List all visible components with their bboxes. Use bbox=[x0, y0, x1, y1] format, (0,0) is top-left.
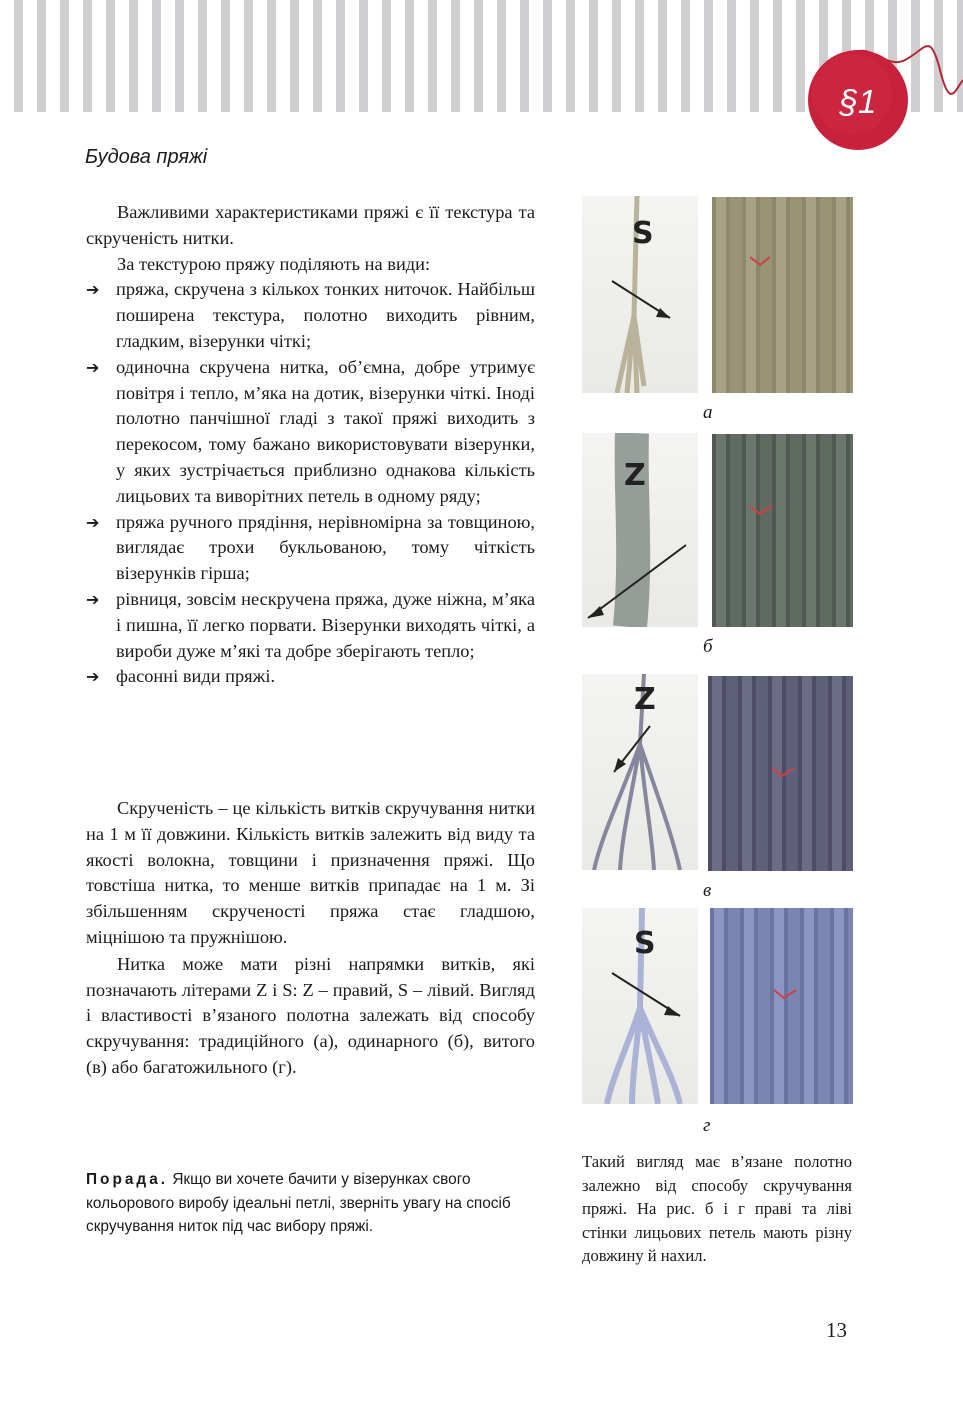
list-item bbox=[86, 587, 535, 664]
intro-paragraph: Важливими характеристиками пряжі є її текстура та скрученість нитки. bbox=[86, 202, 535, 248]
page-number: 13 bbox=[826, 1318, 847, 1342]
arrow-right-icon: ➔ bbox=[86, 589, 100, 609]
tip-label: Порада. bbox=[86, 1171, 169, 1188]
yarn-photo bbox=[582, 674, 698, 870]
arrow-right-icon: ➔ bbox=[86, 667, 100, 687]
main-text-block bbox=[86, 200, 535, 690]
figure-label: б bbox=[703, 636, 713, 657]
twist-paragraph: Нитка може мати різні напрямки витків, які позначають літерами Z і S: Z – правий, S – лівий. Вигляд і властивості в’язаного полотна залежать від способу скручування: традиційного (а), одинарного (б), витого (в) або багатожильного (г). bbox=[86, 953, 535, 1077]
arrow-right-icon: ➔ bbox=[86, 280, 100, 300]
list-item-text: одиночна скручена нитка, об’ємна, добре утримує повітря і тепло, м’яка на дотик, візерунки чіткі. Іноді полотно панчішної гладі з такої пряжі виходить з перекосом, тому бажано використовувати візерунки, у яких зустрічається приблизно однакова кількість лицьових та виворітних петель в одному ряду; bbox=[116, 356, 535, 506]
list-item bbox=[86, 664, 535, 690]
intro-paragraph: За текстурою пряжу поділяють на види: bbox=[117, 253, 431, 274]
figure-label: г bbox=[703, 1115, 711, 1136]
twist-letter: Z bbox=[634, 682, 656, 717]
yarn-photo bbox=[582, 908, 698, 1104]
list-item bbox=[86, 510, 535, 587]
tip-box bbox=[86, 1168, 538, 1239]
figure-label: а bbox=[703, 402, 713, 423]
arrow-right-icon: ➔ bbox=[86, 512, 100, 532]
knit-sample-photo bbox=[708, 676, 853, 871]
twist-letter: S bbox=[632, 216, 654, 251]
list-item-text: пряжа, скручена з кількох тонких ниточок. Найбільш поширена текстура, полотно виходить рівним, гладким, візерунки чіткі; bbox=[116, 279, 535, 351]
list-item-text: фасонні види пряжі. bbox=[116, 666, 276, 687]
twist-text-block bbox=[86, 796, 535, 1081]
twist-paragraph: Скрученість – це кількість витків скручування нитки на 1 м її довжини. Кількість витків залежить від виду та якості волокна, товщини і призначення пряжі. Що товстіша нитка, то менше витків припадає на 1 м. Зі збільшенням скрученості пряжа стає гладшою, міцнішою та пружнішою. bbox=[86, 798, 535, 947]
list-item-text: рівниця, зовсім нескручена пряжа, дуже ніжна, м’яка і пишна, її легко порвати. Візерунки виходять чіткі, а вироби дуже м’які та добре зберігають тепло; bbox=[116, 588, 535, 661]
knit-sample-photo bbox=[712, 434, 853, 627]
arrow-right-icon: ➔ bbox=[86, 357, 100, 377]
list-item bbox=[86, 355, 535, 510]
knit-sample-photo bbox=[710, 908, 853, 1104]
twist-letter: S bbox=[634, 926, 656, 961]
knit-sample-photo bbox=[712, 197, 853, 393]
twist-letter: Z bbox=[624, 458, 646, 493]
yarn-ball-badge-icon bbox=[790, 0, 963, 150]
list-item bbox=[86, 277, 535, 354]
section-badge: §1 bbox=[839, 83, 877, 120]
yarn-types-list bbox=[86, 277, 535, 690]
yarn-photo bbox=[582, 196, 698, 393]
figure-label: в bbox=[703, 880, 712, 901]
list-item-text: пряжа ручного прядіння, нерівномірна за товщиною, виглядає трохи букльованою, тому чіткість візерунків гірша; bbox=[116, 511, 535, 584]
yarn-photo bbox=[582, 433, 698, 627]
figure-caption: Такий вигляд має в’язане полотно залежно від способу скручування пряжі. На рис. б і г праві та ліві стінки лицьових петель мають різну довжину й нахил. bbox=[582, 1152, 852, 1265]
section-heading: Будова пряжі bbox=[85, 146, 208, 168]
tip-text: Якщо ви хочете бачити у візерунках свого кольорового виробу ідеальні петлі, зверніть увагу на спосіб скручування ниток під час вибору пряжі. bbox=[86, 1171, 511, 1235]
